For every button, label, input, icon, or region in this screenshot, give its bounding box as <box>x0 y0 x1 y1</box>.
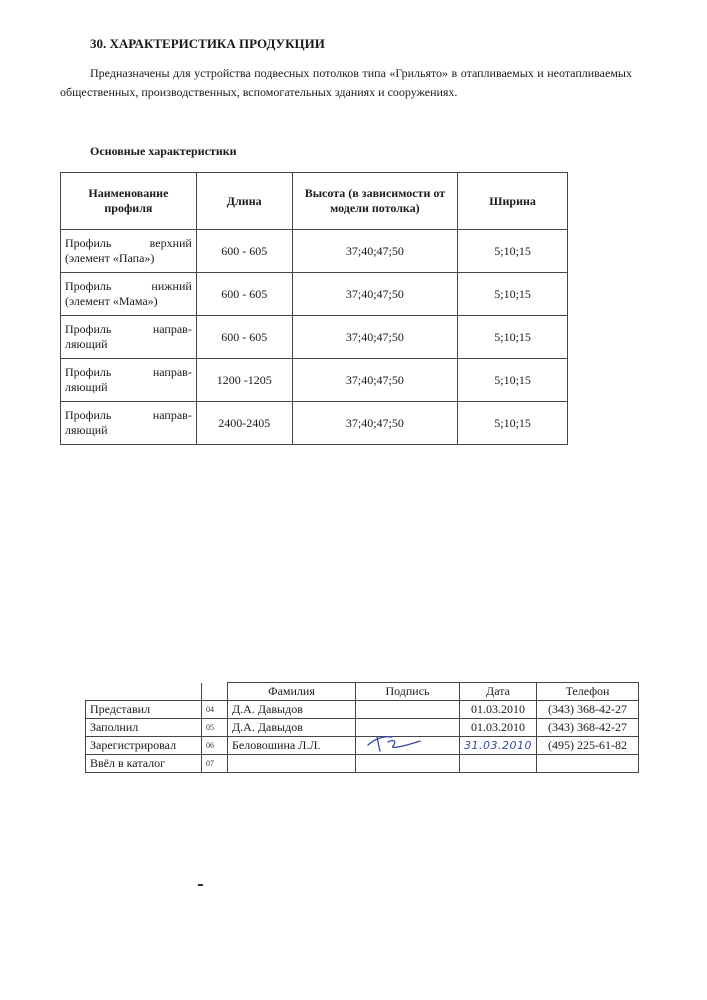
length-cell: 600 - 605 <box>196 316 292 359</box>
header-signature: Подпись <box>356 683 460 701</box>
profile-name-cell <box>61 359 197 402</box>
surname-cell <box>228 755 356 773</box>
role-cell: Ввёл в каталог <box>86 755 202 773</box>
width-cell: 5;10;15 <box>458 402 568 445</box>
table-row <box>61 273 568 316</box>
profile-name-line2: ляющий <box>65 380 108 394</box>
profile-name-cell <box>61 316 197 359</box>
header-phone: Телефон <box>537 683 639 701</box>
blank-header-cell <box>202 683 228 701</box>
length-cell: 1200 -1205 <box>196 359 292 402</box>
profile-name-cell <box>61 402 197 445</box>
registration-header-row <box>86 683 639 701</box>
phone-cell: (495) 225-61-82 <box>537 737 639 755</box>
profile-name-word: направ- <box>152 365 192 379</box>
role-cell: Зарегистрировал <box>86 737 202 755</box>
date-cell <box>460 737 537 755</box>
profile-name-line2: ляющий <box>65 423 108 437</box>
date-cell: 01.03.2010 <box>460 719 537 737</box>
signature-cell <box>356 755 460 773</box>
width-cell: 5;10;15 <box>458 273 568 316</box>
code-cell: 05 <box>202 719 228 737</box>
registration-row <box>86 737 639 755</box>
profile-name-word: нижний <box>151 279 192 293</box>
length-cell: 600 - 605 <box>196 273 292 316</box>
code-cell: 04 <box>202 701 228 719</box>
width-cell: 5;10;15 <box>458 230 568 273</box>
header-profile-name: Наименование профиля <box>61 173 197 230</box>
length-cell: 600 - 605 <box>196 230 292 273</box>
table-row <box>61 230 568 273</box>
profile-name-cell <box>61 273 197 316</box>
surname-cell: Д.А. Давыдов <box>228 719 356 737</box>
signature-cell <box>356 737 460 755</box>
stray-dash-mark <box>198 884 203 886</box>
date-cell <box>460 755 537 773</box>
width-cell: 5;10;15 <box>458 316 568 359</box>
phone-cell: (343) 368-42-27 <box>537 719 639 737</box>
header-width: Ширина <box>458 173 568 230</box>
height-cell: 37;40;47;50 <box>292 359 458 402</box>
table-row <box>61 316 568 359</box>
page-heading: 30. ХАРАКТЕРИСТИКА ПРОДУКЦИИ <box>90 36 325 51</box>
profile-name-word: Профиль <box>65 322 112 336</box>
surname-cell: Д.А. Давыдов <box>228 701 356 719</box>
header-length: Длина <box>196 173 292 230</box>
surname-cell: Беловошина Л.Л. <box>228 737 356 755</box>
profile-name-word: Профиль <box>65 408 112 422</box>
profile-name-word: Профиль <box>65 236 112 250</box>
table-row <box>61 402 568 445</box>
table-row <box>61 359 568 402</box>
height-cell: 37;40;47;50 <box>292 230 458 273</box>
length-cell: 2400-2405 <box>196 402 292 445</box>
intro-paragraph: Предназначены для устройства подвесных потолков типа «Грильято» в отапливаемых и неотапливаемых общественных, производственных, вспомогательных зданиях и сооружениях. <box>60 66 632 99</box>
header-date: Дата <box>460 683 537 701</box>
profile-name-word: направ- <box>152 408 192 422</box>
header-height: Высота (в зависимости от модели потолка) <box>292 173 458 230</box>
profile-name-word: верхний <box>149 236 192 250</box>
profile-name-word: Профиль <box>65 279 112 293</box>
handwritten-signature <box>364 728 428 754</box>
registration-row <box>86 719 639 737</box>
height-cell: 37;40;47;50 <box>292 273 458 316</box>
registration-table <box>85 682 639 773</box>
profile-name-line2: (элемент «Папа») <box>65 251 155 265</box>
profile-name-line2: (элемент «Мама») <box>65 294 158 308</box>
phone-cell <box>537 755 639 773</box>
code-cell: 07 <box>202 755 228 773</box>
characteristics-table <box>60 172 568 445</box>
date-cell: 01.03.2010 <box>460 701 537 719</box>
phone-cell: (343) 368-42-27 <box>537 701 639 719</box>
width-cell: 5;10;15 <box>458 359 568 402</box>
height-cell: 37;40;47;50 <box>292 402 458 445</box>
registration-row <box>86 755 639 773</box>
profile-name-cell <box>61 230 197 273</box>
code-cell: 06 <box>202 737 228 755</box>
role-cell: Представил <box>86 701 202 719</box>
profile-name-word: направ- <box>152 322 192 336</box>
height-cell: 37;40;47;50 <box>292 316 458 359</box>
blank-header-cell <box>86 683 202 701</box>
signature-cell <box>356 701 460 719</box>
section-subheading: Основные характеристики <box>90 144 237 158</box>
profile-name-line2: ляющий <box>65 337 108 351</box>
registration-row <box>86 701 639 719</box>
handwritten-date: 31.03.2010 <box>464 739 532 752</box>
role-cell: Заполнил <box>86 719 202 737</box>
table-header-row <box>61 173 568 230</box>
header-surname: Фамилия <box>228 683 356 701</box>
profile-name-word: Профиль <box>65 365 112 379</box>
